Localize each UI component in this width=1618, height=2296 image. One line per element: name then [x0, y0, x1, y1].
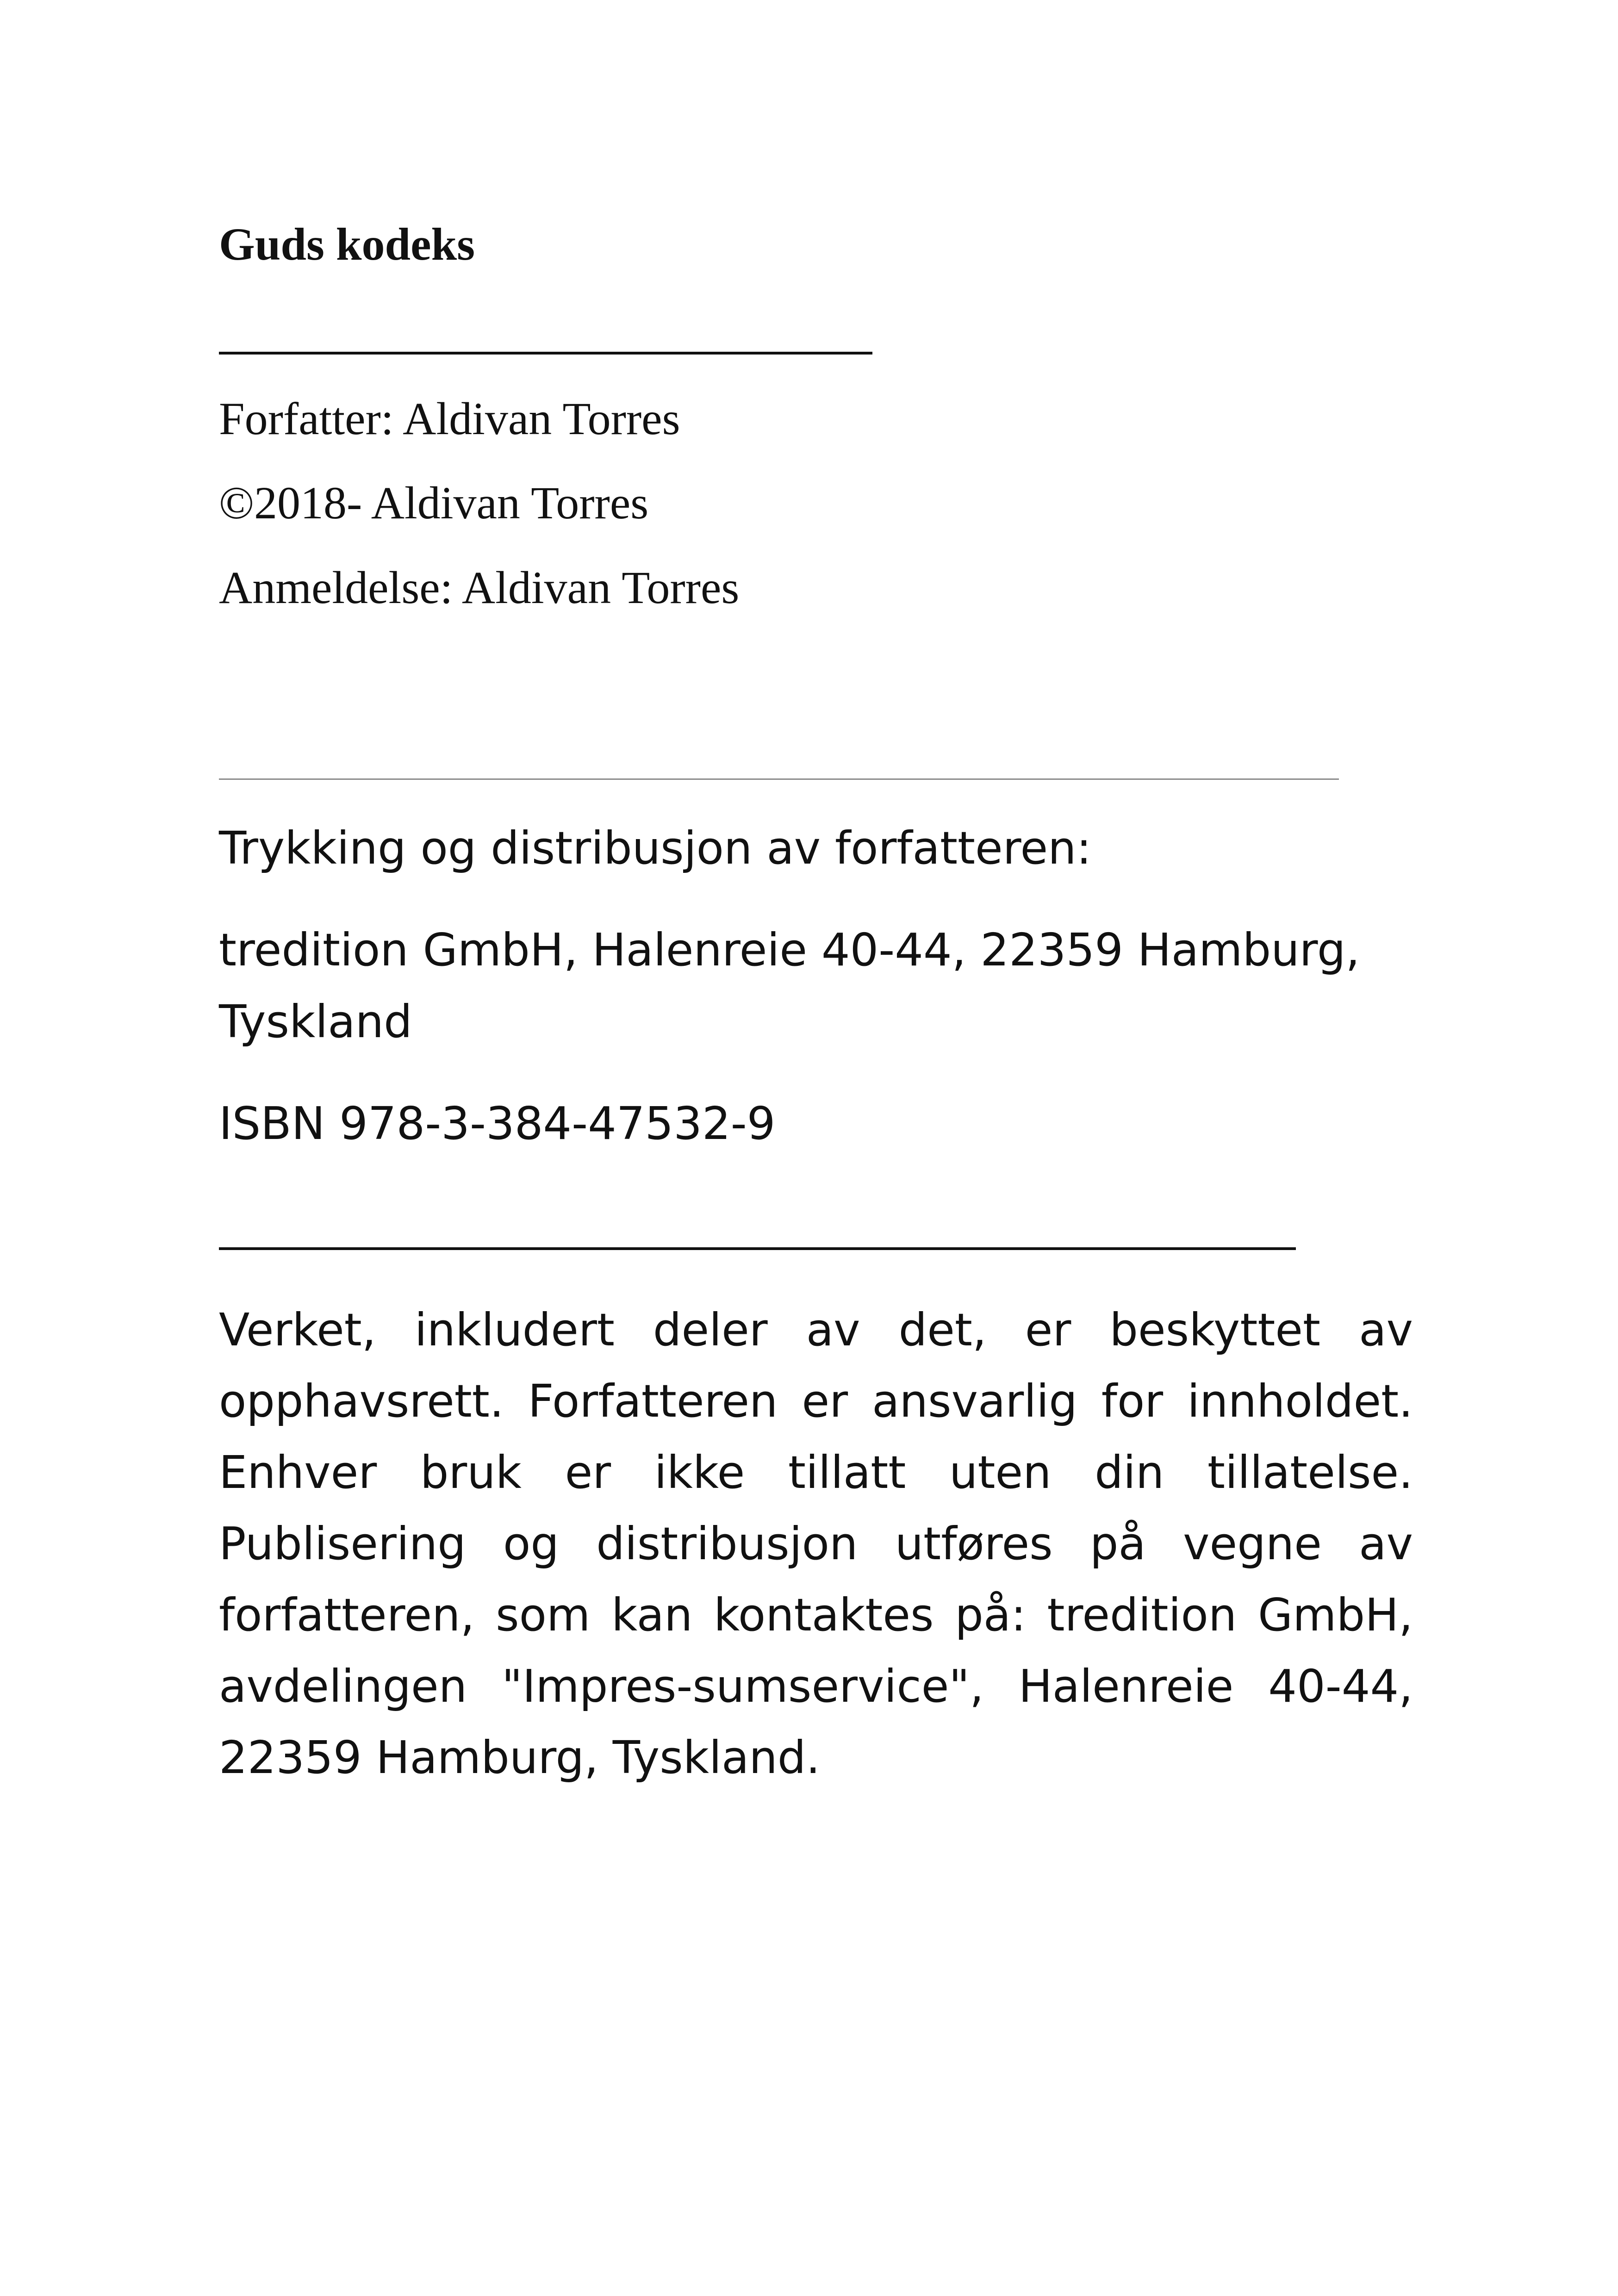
author-line: Forfatter: Aldivan Torres — [219, 393, 680, 444]
review-line: Anmeldelse: Aldivan Torres — [219, 562, 740, 613]
isbn-line: ISBN 978-3-384-47532-9 — [219, 1097, 776, 1150]
rights-notice: Verket, inkludert deler av det, er beskyttet av opphavsrett. Forfatteren er ansvarlig for innholdet. Enhver bruk er ikke tillatt uten din tillatelse. Publisering og distribusjon utføres på vegne av forfatteren, som kan kontaktes på: tredition GmbH, avdelingen "Impres-sumservice", Halenreie 40-44, 22359 Hamburg, Tyskland. — [219, 1304, 1413, 1784]
rights-divider — [219, 1247, 1296, 1250]
publisher-country-line: Tyskland — [219, 996, 412, 1048]
title-divider — [219, 352, 872, 355]
printing-heading: Trykking og distribusjon av forfatteren: — [219, 822, 1092, 874]
copyright-line: ©2018- Aldivan Torres — [219, 477, 649, 529]
metadata-divider — [219, 778, 1339, 780]
book-title: Guds kodeks — [219, 218, 475, 270]
publisher-address-line: tredition GmbH, Halenreie 40-44, 22359 Hamburg, — [219, 924, 1360, 976]
